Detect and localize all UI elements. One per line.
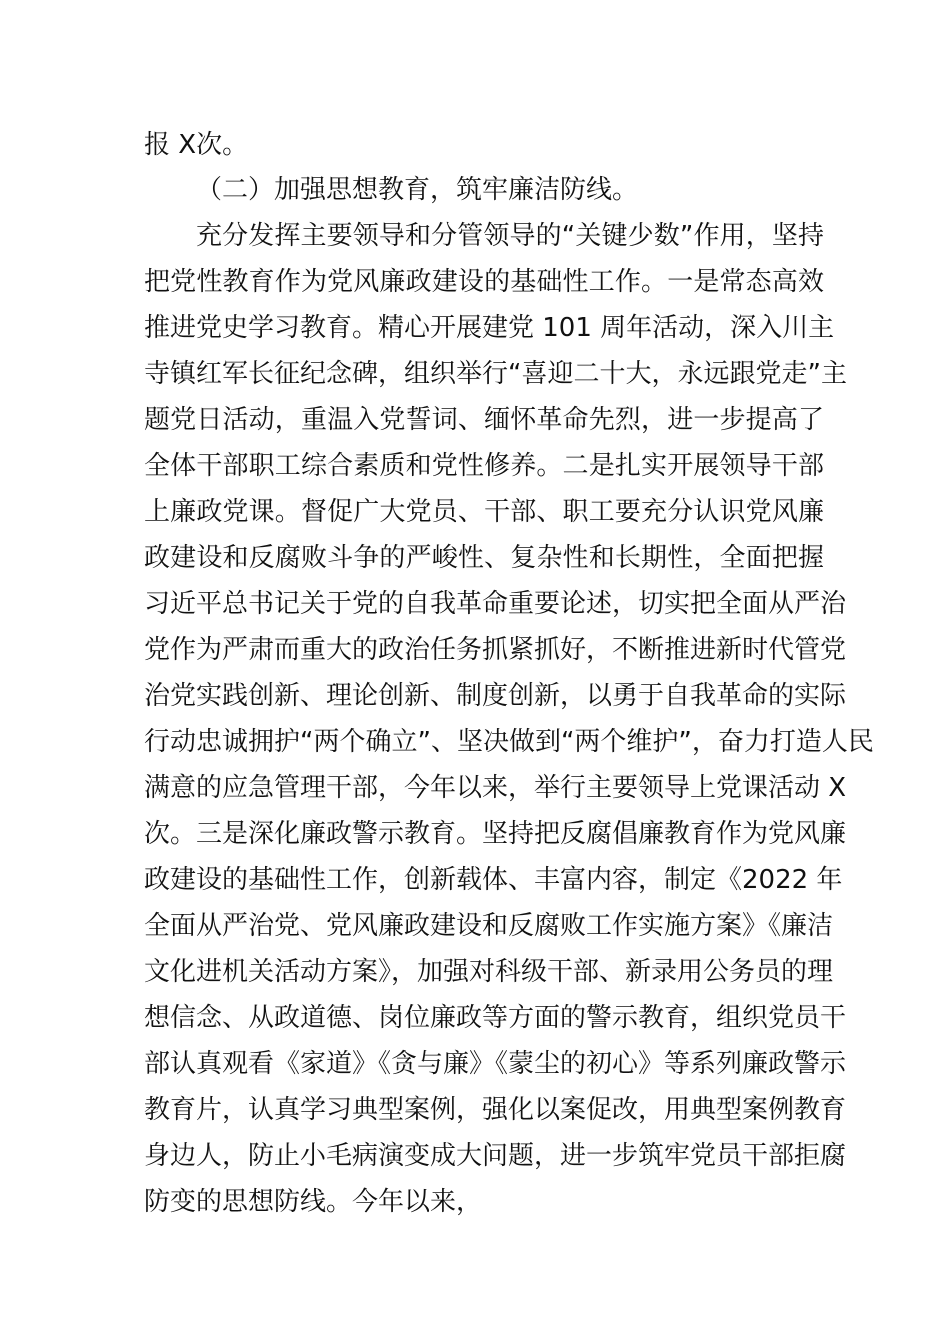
text-line: 上廉政党课。督促广大党员、干部、职工要充分认识党风廉: [144, 497, 824, 527]
text-line: 满意的应急管理干部，今年以来，举行主要领导上党课活动 X: [144, 773, 847, 803]
text-line: 政建设和反腐败斗争的严峻性、复杂性和长期性，全面把握: [144, 543, 824, 573]
text-line: 全面从严治党、党风廉政建设和反腐败工作实施方案》《廉洁: [144, 911, 834, 941]
text-line: 题党日活动，重温入党誓词、缅怀革命先烈，进一步提高了: [144, 405, 824, 435]
text-line: 部认真观看《家道》《贪与廉》《蒙尘的初心》等系列廉政警示: [144, 1049, 847, 1079]
paragraph-first-line: 充分发挥主要领导和分管领导的“关键少数”作用，坚持: [196, 221, 824, 251]
text-line: 想信念、从政道德、岗位廉政等方面的警示教育，组织党员干: [144, 1003, 847, 1033]
text-line: 寺镇红军长征纪念碑，组织举行“喜迎二十大，永远跟党走”主: [144, 359, 847, 389]
text-line-last: 防变的思想防线。今年以来，: [144, 1187, 483, 1217]
text-line: 习近平总书记关于党的自我革命重要论述，切实把全面从严治: [144, 589, 847, 619]
text-line: 文化进机关活动方案》，加强对科级干部、新录用公务员的理: [144, 957, 834, 987]
text-line: 政建设的基础性工作，创新载体、丰富内容，制定《2022 年: [144, 865, 843, 895]
text-line: 党作为严肃而重大的政治任务抓紧抓好，不断推进新时代管党: [144, 635, 847, 665]
section-heading: （二）加强思想教育，筑牢廉洁防线。: [196, 175, 639, 205]
text-line: 推进党史学习教育。精心开展建党 101 周年活动，深入川主: [144, 313, 835, 343]
text-line: 治党实践创新、理论创新、制度创新，以勇于自我革命的实际: [144, 681, 847, 711]
text-line: 身边人，防止小毛病演变成大问题，进一步筑牢党员干部拒腐: [144, 1141, 847, 1171]
text-line: 报 X次。: [144, 130, 249, 160]
text-line: 教育片，认真学习典型案例，强化以案促改，用典型案例教育: [144, 1095, 847, 1125]
text-line: 把党性教育作为党风廉政建设的基础性工作。一是常态高效: [144, 267, 824, 297]
text-line: 行动忠诚拥护“两个确立”、坚决做到“两个维护”，奋力打造人民: [144, 727, 874, 757]
text-line: 全体干部职工综合素质和党性修养。二是扎实开展领导干部: [144, 451, 824, 481]
text-line: 次。三是深化廉政警示教育。坚持把反腐倡廉教育作为党风廉: [144, 819, 847, 849]
